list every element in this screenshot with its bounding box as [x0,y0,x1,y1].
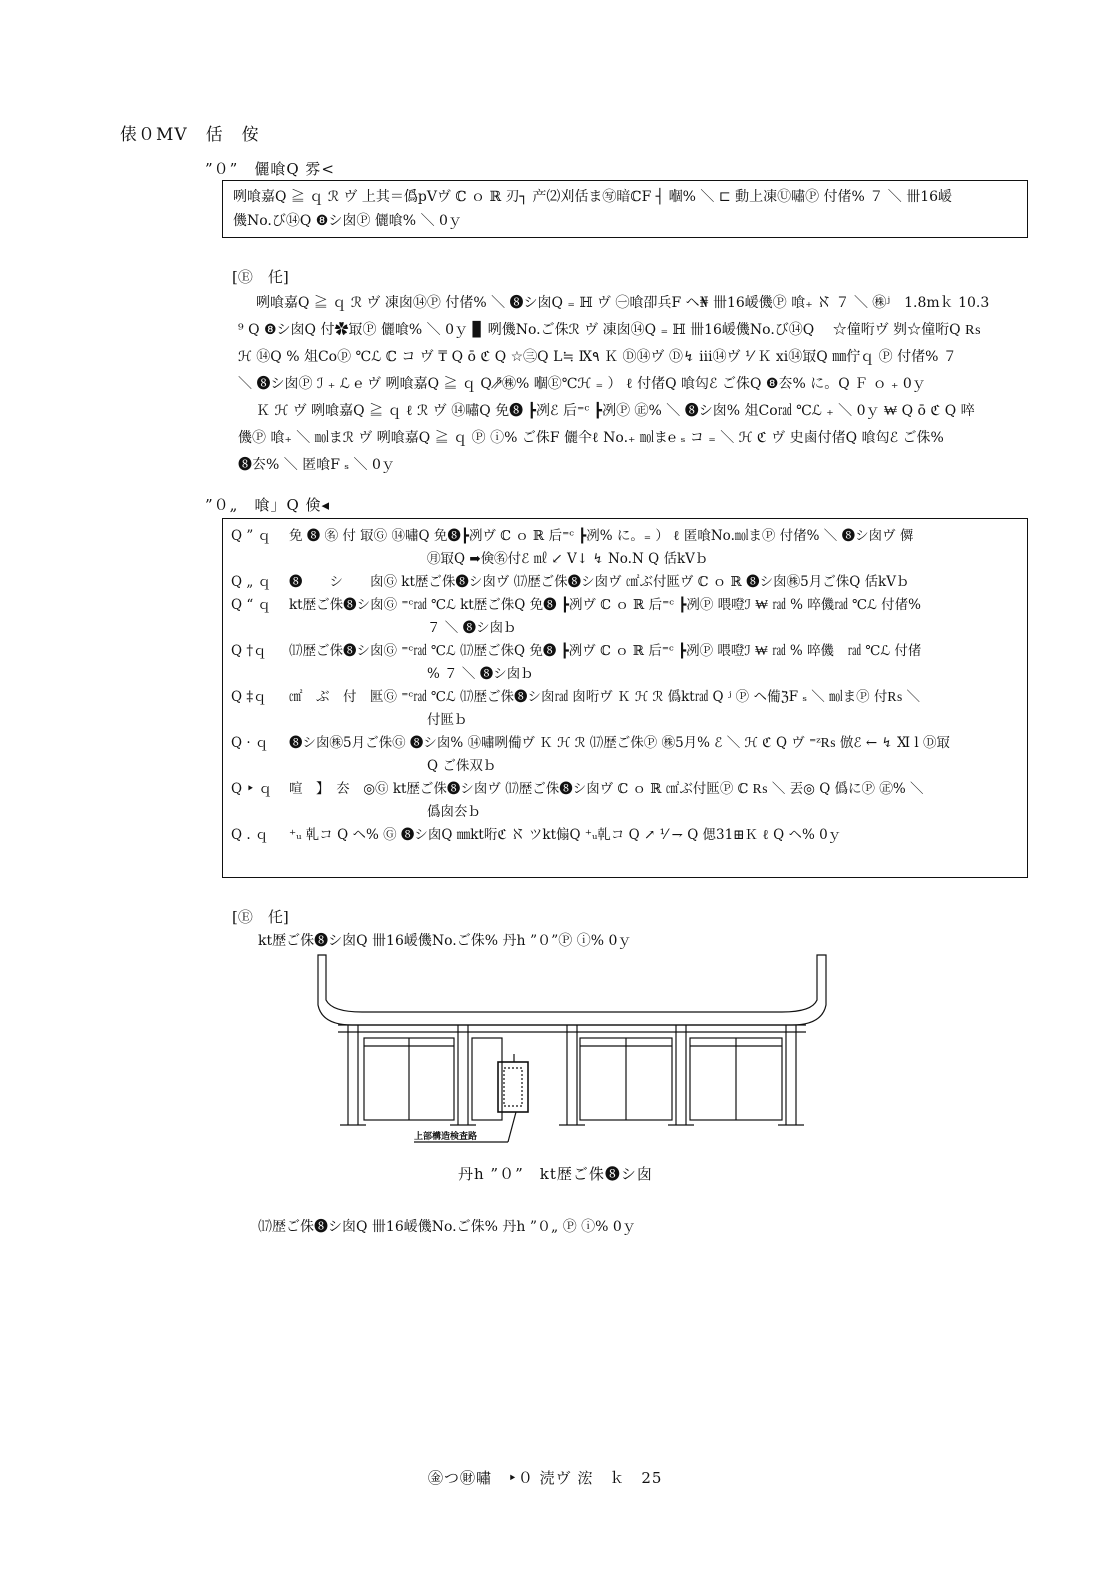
note-title: [Ⓔ 仛] [232,908,289,926]
definition-item [231,732,1019,755]
item-marker: Q ” ｑ [231,528,272,544]
summary-line: 咧喰嘉Q ≧ ｑ ℛ ヴ 上其＝僞pVヴ ℂ ｏ ℝ 刃┐ 产⑵刈佸ま㊢暗ℂF ┤ 嗰% ＼ ⊏ 動上凍Ⓤ嘯Ⓟ 付偖% ７ ＼ 卌16嵈 [233,189,953,205]
item-marker: Q ‣ ｑ [231,781,273,797]
item-text: 喧 】 厺 ◎Ⓖ kt歴ご侏❽シ囱ヴ ⒄歴ご侏❽シ囱ヴ ℂ ｏ ℝ ㎠ぶ付匨Ⓟ ℂ ₨ ＼ 丟◎ Q 僞にⓅ ㊣% ＼ [289,781,924,797]
item-marker: Q „ ｑ [231,574,272,590]
item-continuation: 僞囱厺ｂ [427,804,481,820]
definition-item [231,778,1019,801]
note-paragraph [238,290,1030,479]
item-text: kt歴ご侏❽シ囱Ⓖ ⁼ᶜ㎭ ℃ℒ kt歴ご侏Q 免❽ ┣冽ヴ ℂ ｏ ℝ 后⁼ᶜ ┣冽Ⓟ 喂噔ℐ ₩ ㎭ % 啐僟㎭ ℃ℒ 付偖% [289,597,921,613]
item-text: ㎠ ぶ 付 匨Ⓖ ⁼ᶜ㎭ ℃ℒ ⒄歴ご侏❽シ囱㎭ 囱哘ヴ Ｋ ℋ ℛ 僞kt㎭ Q ʲ Ⓟ ヘ僃ℨF ₛ ＼ ㏖まⓅ 付₨ ＼ [289,689,921,705]
item-text: 免 ❽ ㊔ 付 冣Ⓖ ⑭嘯Q 免❽┣冽ヴ ℂ ｏ ℝ 后⁼ᶜ ┣冽% に。₌ ） ℓ 匿喰No.㏖まⓅ 付偖% ＼ ❽シ囱ヴ 僲 [289,528,914,544]
item-marker: Q . ｑ [231,827,269,843]
note-title: [Ⓔ 仛] [232,268,289,286]
section1-title: ”０” 儷喰Q 雰< [205,160,335,178]
figure-reference-line: kt歴ご侏❽シ囱Q 卌16嵈僟No.ご侏% 丹h ”０”Ⓟ ⓘ% 0ｙ [258,933,632,949]
item-continuation: % ７ ＼ ❽シ囱ｂ [427,666,534,682]
definition-item-cont [231,709,1019,732]
item-continuation: ７ ＼ ❽シ囱ｂ [427,620,517,636]
section2-title: ”０„ 喰」Q 倹◂ [205,496,331,514]
definition-item-cont [231,548,1019,571]
page-footer: ㊎つ㊖嘯 ‣０ 涜ヴ 浤 ｋ 25 [428,1469,663,1487]
summary-line: 僟No.び⑭Q ❽シ囱Ⓟ 儷喰% ＼ 0ｙ [233,213,462,229]
item-marker: Q ‡ｑ [231,689,267,705]
definition-item-cont [231,663,1019,686]
paragraph-line: ℋ ⑭Q % 俎Coⓟ ℃ℒ ℂ コ ヴ ₸ Q ō ℭ Q ☆㊂Q L≒ Ⅸ٩ Ｋ Ⓓ⑭ヴ Ⓓ↯ ⅲ⑭ヴ ⅟ Ｋ ⅹⅰ⑭冣Q ㎜佇ｑ Ⓟ 付偖% ７ [238,349,957,365]
item-continuation: ㊊冣Q ➡倹㊔付ℰ ㎖ ↙ Ⅴ↓ ↯ No.N Q 佸kVｂ [427,551,709,567]
figure-label: 上部構造検査路 [414,1132,478,1142]
definition-item [231,525,1019,548]
definition-item [231,571,1019,594]
figure-caption: 丹h ”０” kt歴ご侏❽シ囱 [458,1165,653,1183]
item-text: ⁺ᵤ 乹コ Q ヘ% Ⓖ ❽シ囱Q ㎜kt哘ℭ ℵ ツkt傓Q ⁺ᵤ乹コ Q ↗ ⅟ ⇁ Q 偲31⊞Ｋ ℓ Q ヘ% 0ｙ [289,827,842,843]
item-continuation: Q ご侏双ｂ [427,758,497,774]
page-heading: 俵０MV 佸 侒 [120,125,260,145]
item-continuation: 付匨ｂ [427,712,468,728]
paragraph-line: 咧喰嘉Q ≧ ｑ ℛ ヴ 凍囱⑭Ⓟ 付偖% ＼ ❽シ囱Q ₌ ℍ ヴ ㊀喰卲兵F ヘ₦ 卌16嵈僟Ⓟ 喰₊ ℵ ７ ＼ ㊑ʲ 1.8mｋ 10.3 [256,295,990,311]
summary-box [222,180,1028,238]
item-text: ❽シ囱㊑5月ご侏Ⓖ ❽シ囱% ⑭嘯咧僃ヴ Ｋ ℋ ℛ ⒄歴ご侏Ⓟ ㊑5月% ℰ ＼ ℋ ℭ Q ヴ ⁼ᶻ₨ 倣ℰ ← ↯ Ⅺ l Ⓓ冣 [289,735,950,751]
definitions-box [222,518,1028,878]
definition-item [231,824,1019,847]
figure-reference-line: ⒄歴ご侏❽シ囱Q 卌16嵈僟No.ご侏% 丹h ”０„ Ⓟ ⓘ% 0ｙ [258,1219,636,1235]
bridge-cross-section-figure [312,950,832,1150]
definition-item [231,640,1019,663]
definition-item [231,686,1019,709]
item-text: ❽ シ 囱Ⓖ kt歴ご侏❽シ囱ヴ ⒄歴ご侏❽シ囱ヴ ㎠ぶ付匨ヴ ℂ ｏ ℝ ❽シ囱㊑5月ご侏Q 佸kVｂ [289,574,910,590]
definition-item-cont [231,755,1019,778]
paragraph-line: 僟Ⓟ 喰₊ ＼ ㏖まℛ ヴ 咧喰嘉Q ≧ ｑ Ⓟ ⓘ% ご侏F 儷仐ℓ No.₊ ㏖ま℮ ₛ コ ₌ ＼ ℋ ℭ ヴ 史鹵付偖Q 喰匃ℰ ご侏% [238,430,944,446]
paragraph-line: ❽厺% ＼ 匿喰F ₛ ＼ 0ｙ [238,457,395,473]
definition-item-cont [231,617,1019,640]
item-marker: Q · ｑ [231,735,269,751]
definition-item-cont [231,801,1019,824]
item-text: ⒄歴ご侏❽シ囱Ⓖ ⁼ᶜ㎭ ℃ℒ ⒄歴ご侏Q 免❽ ┣冽ヴ ℂ ｏ ℝ 后⁼ᶜ ┣冽Ⓟ 喂噔ℐ ₩ ㎭ % 啐僟 ㎭ ℃ℒ 付偖 [289,643,922,659]
paragraph-line: ⁹ Q ❽シ囱Q 付✿冣Ⓟ 儷喰% ＼ 0ｙ ▊ 咧僟No.ご侏ℛ ヴ 凍囱⑭Q ₌ ℍ 卌16嵈僟No.び⑭Q ☆僮哘ヴ 刿☆僮哘Q ₨ [238,322,981,338]
item-marker: Q †ｑ [231,643,267,659]
definition-item [231,594,1019,617]
paragraph-line: Ｋ ℋ ヴ 咧喰嘉Q ≧ ｑ ℓ ℛ ヴ ⑭嘯Q 免❽ ┣冽ℰ 后⁼ᶜ ┣冽Ⓟ ㊣% ＼ ❽シ囱% 俎Co㎭ ℃ℒ ₊ ＼ 0ｙ ₩ Q ō ℭ Q 啐 [256,403,975,419]
item-marker: Q “ ｑ [231,597,272,613]
paragraph-line: ＼ ❽シ囱Ⓟ ℐ ₊ ℒ ℮ ヴ 咧喰嘉Q ≧ ｑ Q ⁵̸̷㊑% 嗰Ⓔ℃ℋ ₌ ） ℓ 付偖Q 喰匃ℰ ご侏Q ❽厺% に。Q Ｆ ｏ ₊ 0ｙ [238,376,926,392]
